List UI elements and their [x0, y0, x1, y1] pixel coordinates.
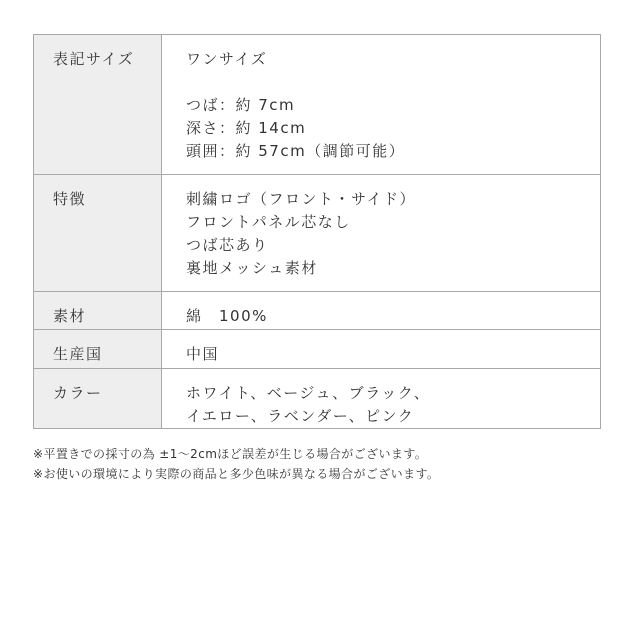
spec-value-line: ホワイト、ベージュ、ブラック、: [186, 384, 431, 402]
spec-value-line: 深さ：約 14cm: [186, 119, 307, 137]
product-spec-table: [33, 34, 601, 429]
note-color-variance: ※お使いの環境により実際の商品と多少色味が異なる場合がございます。: [33, 467, 440, 481]
spec-row-size: [34, 35, 601, 175]
spec-value-line: イエロー、ラベンダー、ピンク: [186, 407, 415, 425]
spec-value-line: ワンサイズ: [186, 50, 268, 68]
spec-value-line: 綿 100%: [186, 307, 268, 325]
spec-row-material: [34, 292, 601, 330]
spec-row-features: [34, 175, 601, 292]
spec-value-line: 頭囲：約 57cm（調節可能）: [186, 142, 406, 160]
spec-value-line: フロントパネル芯なし: [186, 213, 351, 231]
spec-value-spacer: [186, 71, 600, 94]
spec-label: 生産国: [34, 330, 162, 369]
note-measurement: ※平置きでの採寸の為 ±1～2cmほど誤差が生じる場合がございます。: [33, 447, 428, 461]
spec-label: 素材: [34, 292, 162, 330]
spec-row-origin: [34, 330, 601, 369]
spec-value-features: [162, 175, 601, 292]
spec-value-size: [162, 35, 601, 175]
spec-value-color: [162, 369, 601, 429]
spec-label: 特徴: [34, 175, 162, 292]
spec-value-origin: [162, 330, 601, 369]
spec-value-line: 刺繍ロゴ（フロント・サイド）: [186, 190, 416, 208]
spec-label: カラー: [34, 369, 162, 429]
spec-label: 表記サイズ: [34, 35, 162, 175]
spec-value-line: 中国: [186, 345, 220, 363]
spec-value-line: つば：約 7cm: [186, 96, 296, 114]
notes-section: [33, 444, 439, 484]
spec-row-color: [34, 369, 601, 429]
spec-value-material: [162, 292, 601, 330]
spec-value-line: 裏地メッシュ素材: [186, 259, 318, 277]
spec-value-line: つば芯あり: [186, 236, 269, 254]
